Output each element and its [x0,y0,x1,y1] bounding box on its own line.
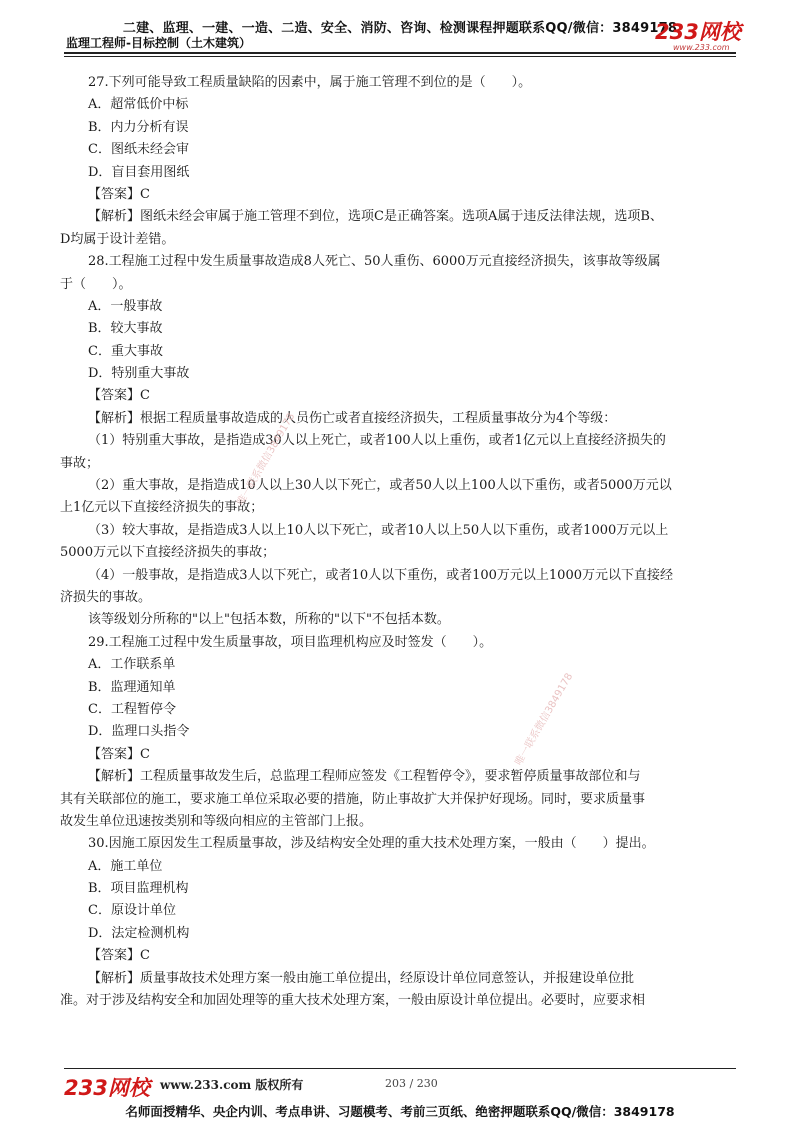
option-c: C．重大事故 [88,343,163,359]
option-c: C．工程暂停令 [88,701,176,717]
grade-item-2-continued: 上1亿元以下直接经济损失的事故； [60,500,264,516]
document-subtitle: 监理工程师-目标控制（土木建筑） [66,36,251,50]
logo-text: 233网校 [655,20,741,44]
watermark: 唯一联系微信3849178 [235,411,298,508]
option-b: B．较大事故 [88,321,163,337]
watermark: 唯一联系微信3849178 [513,671,576,768]
explanation: 【解析】根据工程质量事故造成的人员伤亡或者直接经济损失，工程质量事故分为4个等级： [88,410,617,426]
grade-item-3: （3）较大事故，是指造成3人以上10人以下死亡，或者10人以上50人以下重伤，或者1000万元以上 [88,522,669,538]
footer-divider [64,1068,736,1069]
grade-item-4-continued: 济损失的事故。 [60,589,152,605]
option-c: C．原设计单位 [88,903,176,919]
explanation-continued: 其有关联部位的施工，要求施工单位采取必要的措施，防止事故扩大并保护好现场。同时，要求质量事 [60,791,646,807]
logo-url: www.233.com [673,43,730,52]
explanation: 【解析】工程质量事故发生后，总监理工程师应签发《工程暂停令》，要求暂停质量事故部位和与 [88,769,641,785]
answer: 【答案】C [88,746,150,762]
footer-logo: 233网校 [64,1076,150,1100]
option-a: A．一般事故 [88,298,163,314]
grade-item-4: （4）一般事故，是指造成3人以下死亡，或者10人以下重伤，或者100万元以上1000万元以下直接经 [88,567,673,583]
option-a: A．施工单位 [88,858,163,874]
question-30: 30.因施工原因发生工程质量事故，涉及结构安全处理的重大技术处理方案，一般由（ ）提出。 [88,836,655,852]
option-d: D．特别重大事故 [88,366,190,382]
header-contact-line: 二建、监理、一建、一造、二造、安全、消防、咨询、检测课程押题联系QQ/微信：3849178 [122,21,678,36]
page-number: 203 / 230 [385,1077,438,1090]
option-b: B．监理通知单 [88,679,176,695]
option-d: D．盲目套用图纸 [88,164,190,180]
grade-item-3-continued: 5000万元以下直接经济损失的事故； [60,545,276,561]
explanation-continued: 故发生单位迅速按类别和等级向相应的主管部门上报。 [60,813,373,829]
footer-contact-line: 名师面授精华、央企内训、考点串讲、习题模考、考前三页纸、绝密押题联系QQ/微信：3849178 [125,1104,675,1119]
grade-item-2: （2）重大事故，是指造成10人以上30人以下死亡，或者50人以上100人以下重伤，或者5000万元以 [88,478,672,494]
option-a: A．超常低价中标 [88,97,189,113]
question-29: 29.工程施工过程中发生质量事故，项目监理机构应及时签发（ ）。 [88,634,493,650]
explanation-continued: D均属于设计差错。 [60,231,175,247]
header-divider-thin [64,56,736,57]
answer: 【答案】C [88,186,150,202]
explanation-continued: 准。对于涉及结构安全和加固处理等的重大技术处理方案，一般由原设计单位提出。必要时，应要求相 [60,993,646,1009]
question-28: 28.工程施工过程中发生质量事故造成8人死亡、50人重伤、6000万元直接经济损失，该事故等级属 [88,254,661,270]
document-body [60,72,740,1012]
option-b: B．内力分析有误 [88,119,189,135]
grade-item-1-continued: 事故； [60,455,100,471]
header-logo [655,22,741,52]
question-27: 27.下列可能导致工程质量缺陷的因素中，属于施工管理不到位的是（ ）。 [88,75,532,90]
option-d: D．监理口头指令 [88,724,190,740]
answer: 【答案】C [88,948,150,964]
grade-note: 该等级划分所称的"以上"包括本数，所称的"以下"不包括本数。 [88,612,450,628]
explanation: 【解析】图纸未经会审属于施工管理不到位，选项C是正确答案。选项A属于违反法律法规，选项B、 [88,209,663,225]
grade-item-1: （1）特别重大事故，是指造成30人以上死亡，或者100人以上重伤，或者1亿元以上直接经济损失的 [88,433,666,449]
option-a: A．工作联系单 [88,657,176,673]
explanation: 【解析】质量事故技术处理方案一般由施工单位提出，经原设计单位同意签认，并报建设单位批 [88,970,635,986]
footer-copyright: www.233.com 版权所有 [160,1078,304,1092]
answer: 【答案】C [88,388,150,404]
option-c: C．图纸未经会审 [88,142,189,158]
option-d: D．法定检测机构 [88,925,190,941]
header-divider [64,52,736,54]
option-b: B．项目监理机构 [88,881,189,897]
question-continued: 于（ ）。 [60,276,132,292]
